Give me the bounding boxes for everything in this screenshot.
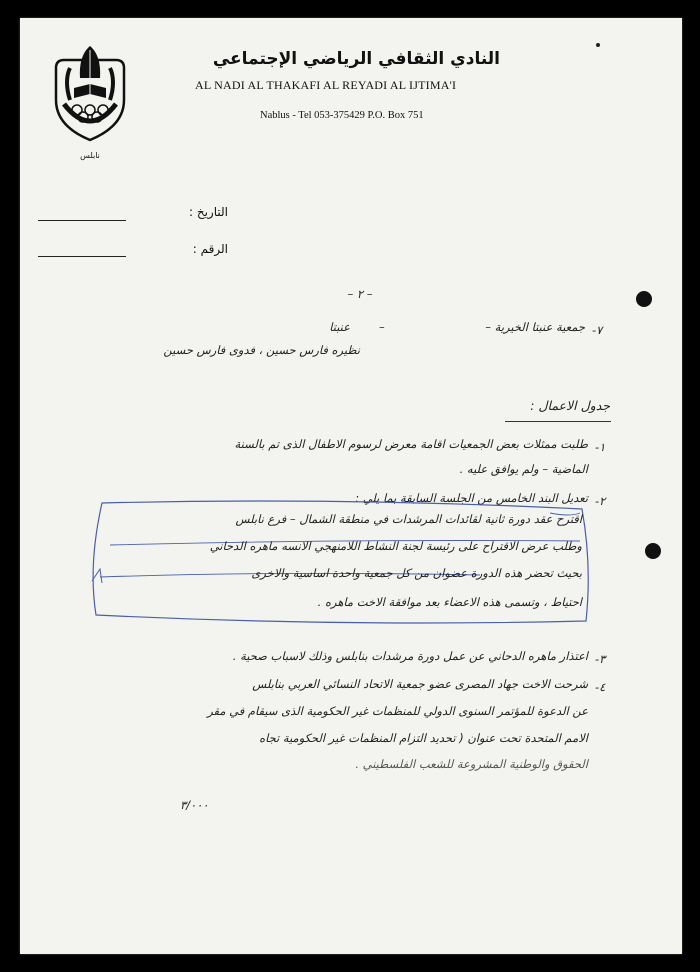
item2-detail-line3: بحيث تحضر هذه الدورة عضوان من كل جمعية واحدة اساسية والاخرى xyxy=(251,566,582,580)
ref-line xyxy=(38,256,126,257)
item2-detail-line2: وطلب عرض الاقتراح على رئيسة لجنة النشاط اللامنهجي الانسه ماهره الدحاني xyxy=(209,539,582,553)
item2-number: ٢- xyxy=(595,494,606,508)
item7-place: عنبتا xyxy=(329,320,350,334)
date-label: التاريخ : xyxy=(188,205,228,219)
item3-line1: اعتذار ماهره الدحاني عن عمل دورة مرشدات بنابلس وذلك لاسباب صحية . xyxy=(232,649,588,663)
item3-number: ٣- xyxy=(595,652,606,666)
club-latin-name: AL NADI AL THAKAFI AL REYADI AL IJTIMA'I xyxy=(195,78,457,92)
date-line xyxy=(38,220,126,221)
agenda-heading: جدول الاعمال : xyxy=(530,398,610,413)
footer-number: ٣/٠٠٠ xyxy=(180,798,209,812)
item2-line1: تعديل البند الخامس من الجلسة السابقة بما يلي : xyxy=(355,491,588,505)
punch-hole-top xyxy=(636,291,652,307)
item1-line2: الماضية – ولم يوافق عليه . xyxy=(459,462,588,476)
item7-members: نظيره فارس حسين ، فدوى فارس حسين xyxy=(163,343,360,357)
item7-number: ٧- xyxy=(592,323,603,337)
ink-dot xyxy=(596,43,600,47)
page-number: – ٢ – xyxy=(347,287,373,301)
item4-line2: عن الدعوة للمؤتمر السنوى الدولي للمنظمات غير الحكومية الذى سيقام في مقر xyxy=(207,704,588,718)
club-arabic-name: النادي الثقافي الرياضي الإجتماعي xyxy=(212,49,500,69)
item2-detail-line1: اقترح عقد دورة ثانية لقائدات المرشدات في منطقة الشمال – فرع نابلس xyxy=(235,512,582,526)
punch-hole-bottom xyxy=(645,543,661,559)
item4-line1: شرحت الاخت جهاد المصرى عضو جمعية الاتحاد النسائي العربي بنابلس xyxy=(252,677,588,691)
item7-text: جمعية عنبتا الخيرية – xyxy=(485,320,585,334)
item2-detail-line4: احتياط ، وتسمى هذه الاعضاء بعد موافقة الاخت ماهره . xyxy=(317,595,582,609)
item7-dash: – xyxy=(379,320,385,334)
item1-line1: طلبت ممثلات بعض الجمعيات اقامة معرض لرسوم الاطفال الذى تم بالسنة xyxy=(234,437,588,451)
agenda-heading-underline xyxy=(505,421,611,422)
logo-city-text: نابلس xyxy=(80,151,100,160)
item4-line4: الحقوق والوطنية المشروعة للشعب الفلسطيني . xyxy=(355,757,588,771)
item1-number: ١- xyxy=(595,440,606,454)
club-contact: Nablus - Tel 053-375429 P.O. Box 751 xyxy=(260,110,424,121)
item4-number: ٤- xyxy=(595,680,606,694)
club-logo xyxy=(50,38,130,168)
ref-label: الرقم : xyxy=(192,242,228,256)
item4-line3: الامم المتحدة تحت عنوان ( تحديد التزام المنظمات غير الحكومية تجاه xyxy=(259,731,588,745)
